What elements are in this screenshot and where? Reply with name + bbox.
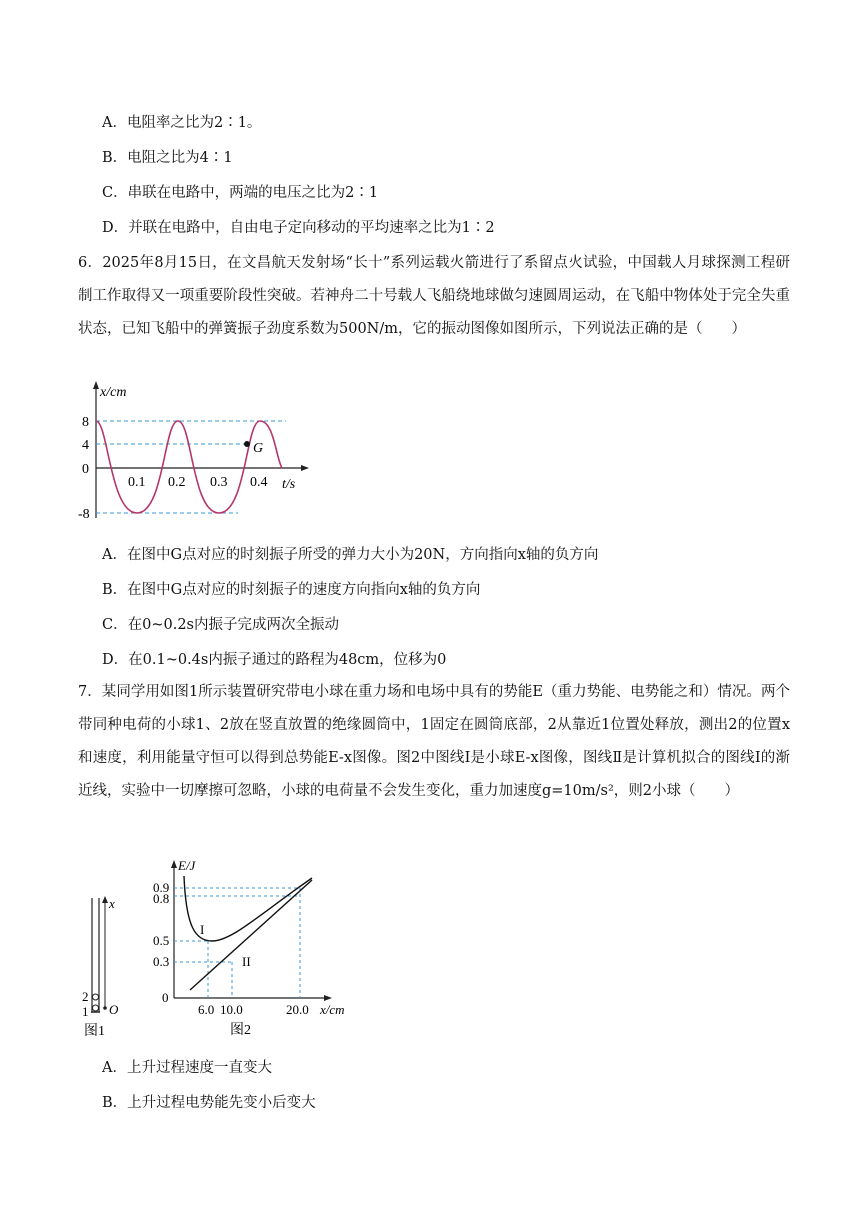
option-text: 并联在电路中，自由电子定向移动的平均速率之比为1∶2 [128, 220, 495, 236]
axis-x-label: x [109, 896, 115, 911]
option-letter: B． [102, 150, 128, 166]
option-letter: C． [102, 617, 128, 633]
option-letter: D． [102, 652, 129, 668]
q7-fig2-ex-graph [150, 856, 355, 1040]
option-letter: A． [102, 547, 127, 563]
option-letter: B． [102, 1095, 128, 1111]
x-axis-label: x/cm [320, 1002, 345, 1017]
y-tick-0.3: 0.3 [153, 954, 170, 969]
y-tick-0.9: 0.9 [153, 880, 170, 895]
point-g-label: G [253, 441, 264, 456]
y-tick-minus8: -8 [78, 507, 90, 522]
y-tick-0.5: 0.5 [153, 933, 170, 948]
x-tick-6: 6.0 [198, 1002, 215, 1017]
q6-option-d [102, 650, 446, 670]
fig2-caption: 图2 [230, 1023, 251, 1038]
q6-oscillation-graph [78, 378, 318, 528]
curve-ii [190, 880, 312, 990]
option-text: 在图中G点对应的时刻振子的速度方向指向x轴的负方向 [127, 582, 481, 598]
option-text: 电阻之比为4∶1 [127, 150, 233, 166]
curve-i-label: I [200, 922, 205, 937]
y-tick-0: 0 [82, 462, 89, 477]
y-tick-8: 8 [82, 415, 89, 430]
x-axis-arrow [301, 465, 309, 471]
point-g [244, 441, 250, 447]
displacement-curve [96, 421, 282, 513]
q6-option-a [102, 545, 598, 565]
option-letter: B． [102, 582, 128, 598]
option-text: 在0~0.2s内振子完成两次全振动 [127, 617, 339, 633]
x-tick-0.1: 0.1 [128, 475, 146, 490]
x-axis-label: t/s [282, 477, 296, 492]
option-text: 在图中G点对应的时刻振子所受的弹力大小为20N，方向指向x轴的负方向 [126, 547, 599, 563]
option-letter: D． [102, 220, 129, 236]
x-axis-arrow [102, 896, 108, 903]
x-tick-20: 20.0 [286, 1002, 309, 1017]
q7-fig1-tube [78, 890, 138, 1040]
x-tick-10: 10.0 [220, 1002, 243, 1017]
q6-stem: 6．2025年8月15日，在文昌航天发射场“长十”系列运载火箭进行了系留点火试验，中国载人月球探测工程研制工作取得又一项重要阶段性突破。若神舟二十号载人飞船绕地球做匀速圆周运动，在飞船中物体处于完全失重状态，已知飞船中的弹簧振子劲度系数为500N/m，它的振动图像如图所示，下列说法正确的是（ ） [78, 255, 790, 337]
y-axis-arrow [93, 381, 99, 389]
y-tick-4: 4 [82, 438, 89, 453]
origin-label: O [109, 1002, 119, 1017]
x-tick-0.3: 0.3 [210, 475, 228, 490]
q5-option-d [102, 218, 495, 238]
ball-2-label: 2 [82, 989, 89, 1004]
option-text: 在0.1~0.4s内振子通过的路程为48cm，位移为0 [128, 652, 447, 668]
x-tick-0.2: 0.2 [168, 475, 186, 490]
option-letter: C． [102, 185, 128, 201]
option-text: 电阻率之比为2∶1。 [126, 115, 262, 131]
y-axis-label: E/J [178, 858, 196, 873]
q7-option-b [102, 1093, 316, 1113]
q7-stem: 7．某同学用如图1所示装置研究带电小球在重力场和电场中具有的势能E（重力势能、电势能之和）情况。两个带同种电荷的小球1、2放在竖直放置的绝缘圆筒中，1固定在圆筒底部，2从靠近1位置处释放，测出2的位置x和速度，利用能量守恒可以得到总势能E-x图像。图2中图线I是小球E-x图像，图线Ⅱ是计算机拟合的图线Ⅰ的渐近线，实验中一切摩擦可忽略，小球的电荷量不会发生变化，重力加速度g=10m/s²，则2小球（ ） [78, 684, 790, 799]
option-text: 串联在电路中，两端的电压之比为2∶1 [127, 185, 379, 201]
option-letter: A． [102, 115, 127, 131]
ball-1 [93, 1005, 99, 1011]
fig1-caption: 图1 [84, 1024, 105, 1039]
q5-option-b [102, 148, 233, 168]
ball-1-label: 1 [82, 1004, 89, 1019]
option-letter: A． [102, 1060, 127, 1076]
curve-ii-label: II [242, 954, 251, 969]
origin-dot [103, 1006, 107, 1010]
q7-option-a [102, 1058, 272, 1078]
y-axis-arrow [171, 860, 177, 868]
y-axis-label: x/cm [100, 385, 127, 400]
option-text: 上升过程电势能先变小后变大 [127, 1095, 316, 1111]
y-tick-0: 0 [162, 990, 169, 1005]
x-axis-arrow [324, 995, 332, 1001]
y-tick-0.8: 0.8 [153, 891, 170, 906]
q6-option-c [102, 615, 339, 635]
q6-option-b [102, 580, 480, 600]
q5-option-a [102, 113, 261, 133]
x-tick-0.4: 0.4 [250, 475, 268, 490]
q5-option-c [102, 183, 378, 203]
option-text: 上升过程速度一直变大 [126, 1060, 272, 1076]
ball-2 [93, 994, 99, 1000]
